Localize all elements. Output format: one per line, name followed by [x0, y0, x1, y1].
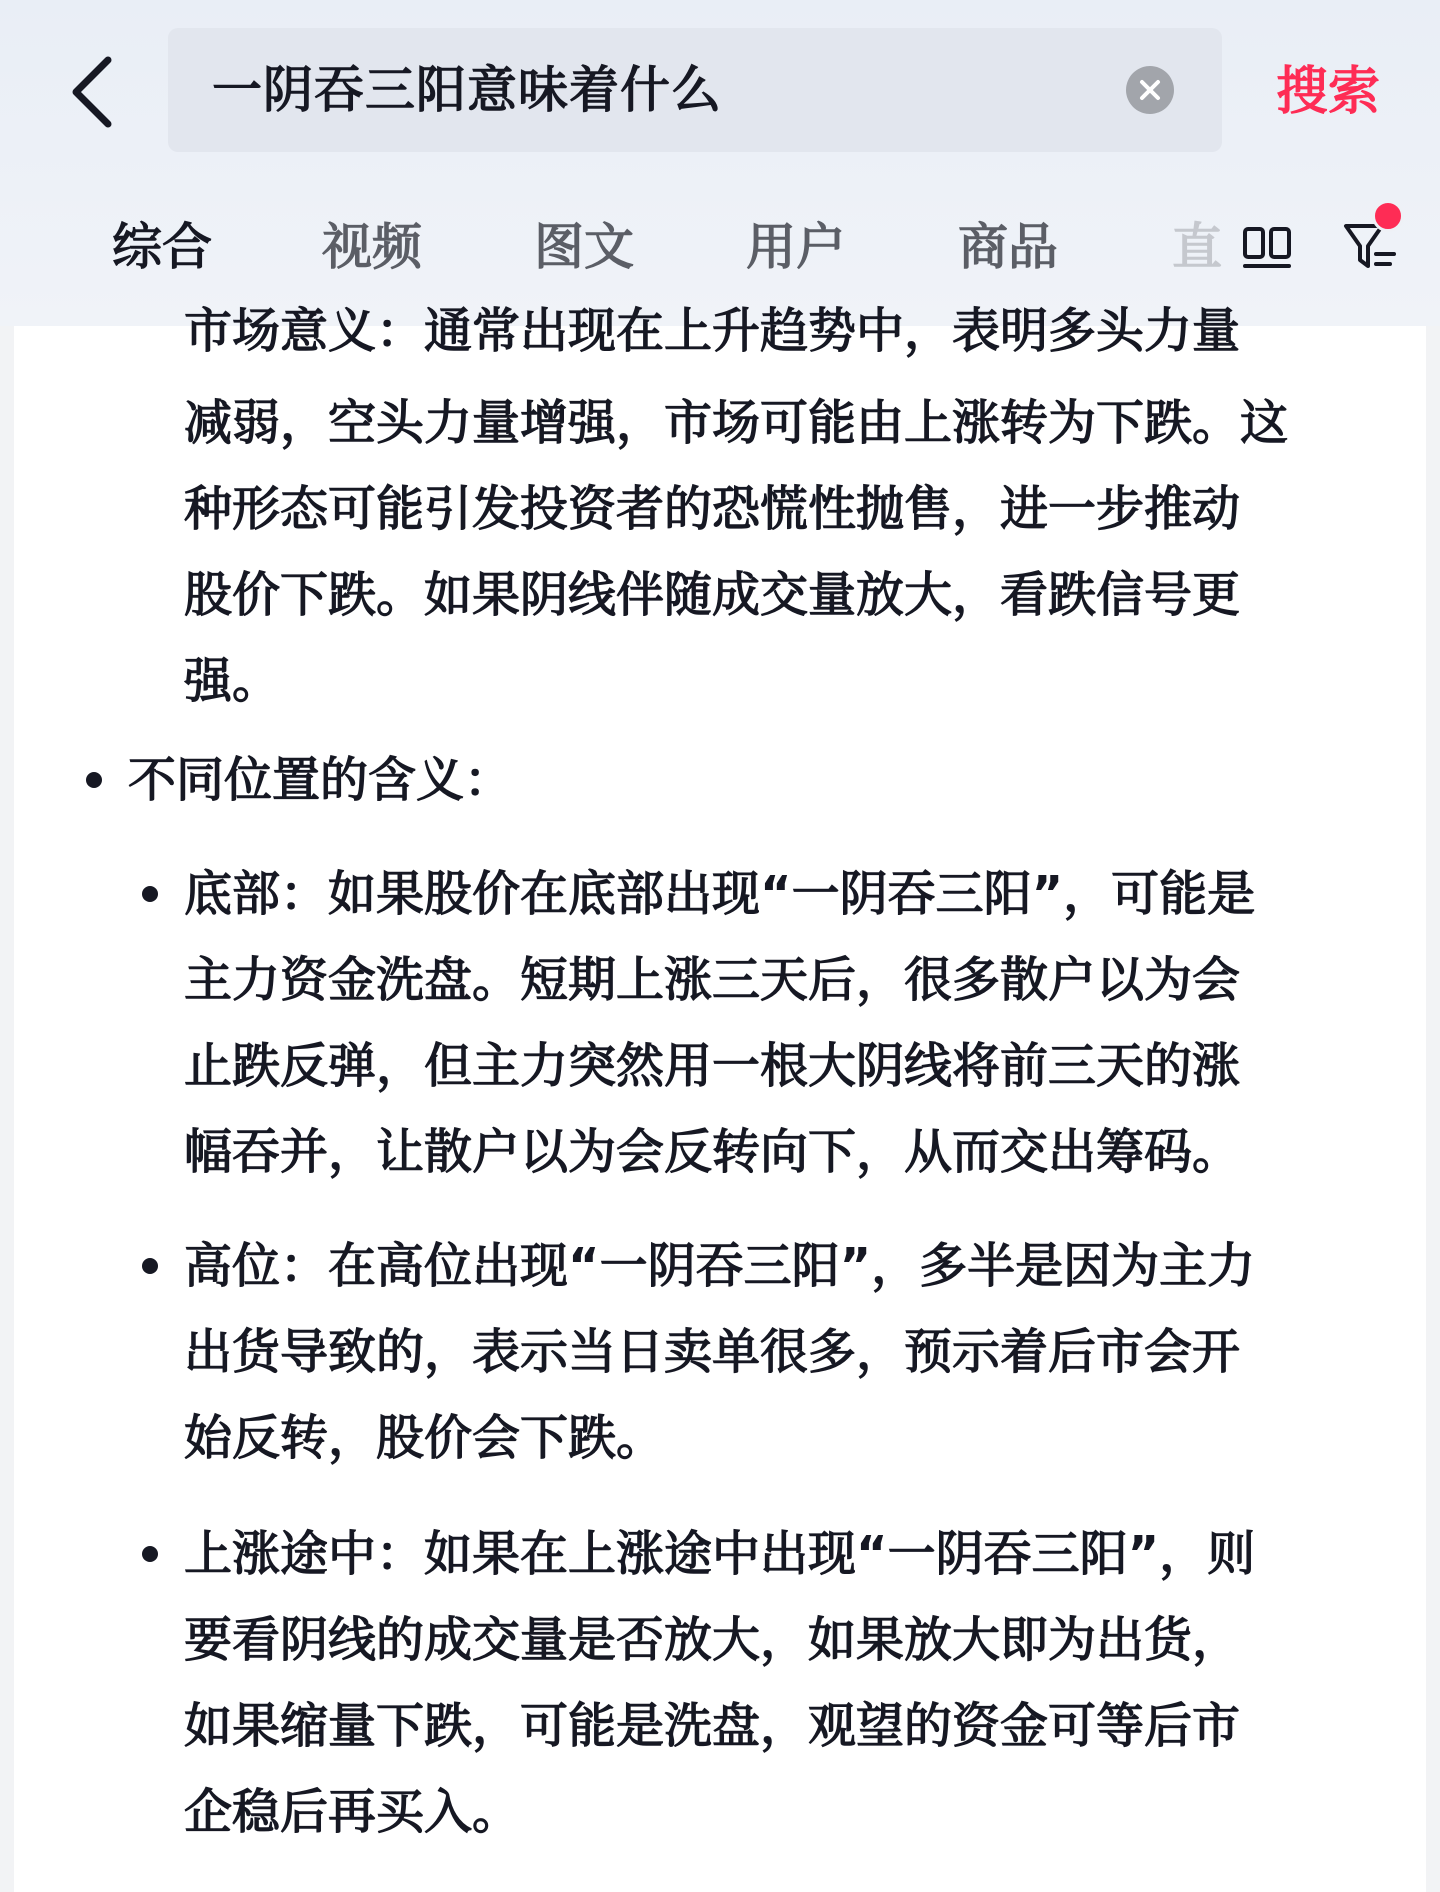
- tab-video[interactable]: 视频: [322, 218, 422, 276]
- bullet-dot: [142, 1258, 158, 1274]
- result-tabs: [0, 206, 1440, 288]
- search-header: [0, 0, 1440, 326]
- list-item-high: [184, 1223, 1255, 1481]
- search-button[interactable]: 搜索: [1276, 62, 1381, 122]
- item-line: 如果缩量下跌，可能是洗盘，观望的资金可等后市: [184, 1698, 1241, 1754]
- section-colon: ：: [464, 752, 513, 808]
- item-line: 主力资金洗盘。短期上涨三天后，很多散户以为会: [184, 952, 1241, 1008]
- bullet-dot: [86, 772, 102, 788]
- answer-content: [14, 303, 1426, 1892]
- paragraph-line: 减弱，空头力量增强，市场可能由上涨转为下跌。这: [184, 395, 1289, 451]
- item-line: ：在高位出现“一阴吞三阳”，多半是因为主力: [280, 1238, 1256, 1294]
- item-line: 出货导致的，表示当日卖单很多，预示着后市会开: [184, 1324, 1241, 1380]
- grid-icon[interactable]: [1242, 226, 1292, 270]
- list-item-bottom: [184, 851, 1255, 1195]
- search-input[interactable]: [212, 28, 1072, 152]
- item-term: 高位: [184, 1238, 281, 1294]
- clear-icon[interactable]: [1126, 66, 1174, 114]
- back-arrow-icon: [70, 56, 114, 128]
- item-term: 底部: [184, 866, 281, 922]
- item-line: 止跌反弹，但主力突然用一根大阴线将前三天的涨: [184, 1038, 1241, 1094]
- item-line: 幅吞并，让散户以为会反转向下，从而交出筹码。: [184, 1124, 1241, 1180]
- bullet-dot: [142, 1546, 158, 1562]
- tab-users[interactable]: 用户: [746, 218, 846, 276]
- section-title: 不同位置的含义: [128, 752, 465, 808]
- item-line: 企稳后再买入。: [184, 1784, 521, 1840]
- bullet-dot: [142, 886, 158, 902]
- search-box[interactable]: [168, 28, 1222, 152]
- partial-text-line: 市场意义：通常出现在上升趋势中，表明多头力量: [184, 303, 1241, 359]
- item-line: ：如果股价在底部出现“一阴吞三阳”，可能是: [280, 866, 1256, 922]
- filter-badge: [1372, 200, 1404, 232]
- back-button[interactable]: [60, 52, 124, 132]
- item-line: 始反转，股价会下跌。: [184, 1410, 665, 1466]
- item-line: 要看阴线的成交量是否放大，如果放大即为出货，: [184, 1612, 1241, 1668]
- tab-live[interactable]: 直: [1172, 218, 1222, 276]
- list-item-uptrend: [184, 1511, 1255, 1855]
- paragraph-line: 种形态可能引发投资者的恐慌性抛售，进一步推动: [184, 481, 1241, 537]
- tab-products[interactable]: 商品: [958, 218, 1058, 276]
- tab-comprehensive[interactable]: 综合: [112, 218, 212, 276]
- item-term: 上涨途中: [184, 1526, 377, 1582]
- paragraph-line: 强。: [184, 653, 281, 709]
- paragraph-line: 股价下跌。如果阴线伴随成交量放大，看跌信号更: [184, 567, 1241, 623]
- section-heading: [128, 737, 512, 823]
- tab-image-text[interactable]: 图文: [534, 218, 634, 276]
- item-line: ：如果在上涨途中出现“一阴吞三阳”，则: [376, 1526, 1256, 1582]
- market-meaning-paragraph: [184, 294, 1288, 724]
